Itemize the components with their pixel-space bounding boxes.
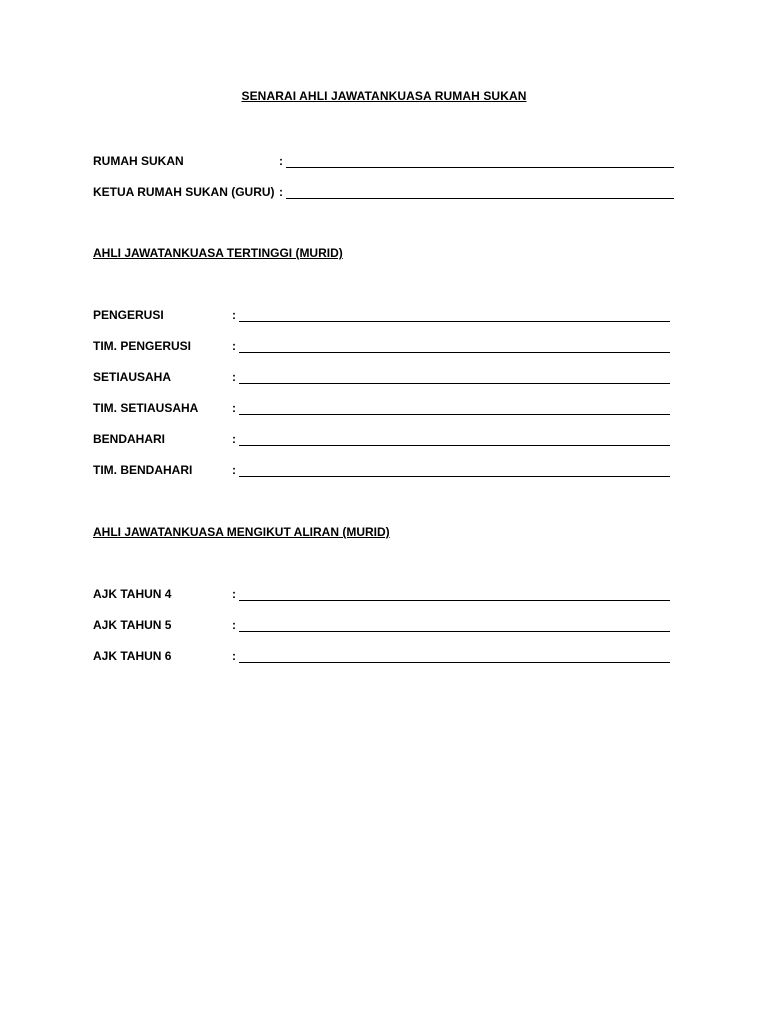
- blank-line[interactable]: [239, 600, 670, 601]
- blank-line[interactable]: [239, 383, 670, 384]
- field-label: RUMAH SUKAN: [93, 154, 184, 168]
- field-colon: :: [232, 432, 236, 446]
- field-tim-bendahari: [93, 463, 671, 481]
- field-colon: :: [232, 370, 236, 384]
- field-label: PENGERUSI: [93, 308, 164, 322]
- field-setiausaha: [93, 370, 671, 388]
- blank-line[interactable]: [239, 321, 670, 322]
- field-colon: :: [232, 463, 236, 477]
- blank-line[interactable]: [239, 476, 670, 477]
- field-tim-setiausaha: [93, 401, 671, 419]
- blank-line[interactable]: [239, 631, 670, 632]
- blank-line[interactable]: [239, 445, 670, 446]
- field-ajk-tahun-4: [93, 587, 671, 605]
- blank-line[interactable]: [286, 198, 674, 199]
- field-colon: :: [232, 587, 236, 601]
- field-label: AJK TAHUN 5: [93, 618, 172, 632]
- field-rumah-sukan: [93, 154, 675, 172]
- field-label: TIM. BENDAHARI: [93, 463, 193, 477]
- field-label: AJK TAHUN 4: [93, 587, 172, 601]
- blank-line[interactable]: [286, 167, 674, 168]
- blank-line[interactable]: [239, 352, 670, 353]
- field-ajk-tahun-5: [93, 618, 671, 636]
- field-tim-pengerusi: [93, 339, 671, 357]
- field-colon: :: [232, 649, 236, 663]
- field-colon: :: [232, 618, 236, 632]
- blank-line[interactable]: [239, 662, 670, 663]
- field-label: TIM. PENGERUSI: [93, 339, 192, 353]
- field-ketua-rumah-sukan: [93, 185, 675, 203]
- field-label: KETUA RUMAH SUKAN (GURU): [93, 185, 275, 199]
- field-ajk-tahun-6: [93, 649, 671, 667]
- field-label: SETIAUSAHA: [93, 370, 172, 384]
- field-label: BENDAHARI: [93, 432, 165, 446]
- document-title: SENARAI AHLI JAWATANKUASA RUMAH SUKAN: [241, 89, 527, 103]
- field-bendahari: [93, 432, 671, 450]
- blank-line[interactable]: [239, 414, 670, 415]
- section-heading-tertinggi: AHLI JAWATANKUASA TERTINGGI (MURID): [93, 246, 343, 260]
- field-colon: :: [232, 401, 236, 415]
- field-colon: :: [232, 308, 236, 322]
- field-colon: :: [279, 154, 283, 168]
- field-pengerusi: [93, 308, 671, 326]
- field-label: AJK TAHUN 6: [93, 649, 172, 663]
- field-colon: :: [279, 185, 283, 199]
- section-heading-aliran: AHLI JAWATANKUASA MENGIKUT ALIRAN (MURID): [93, 525, 390, 539]
- field-colon: :: [232, 339, 236, 353]
- field-label: TIM. SETIAUSAHA: [93, 401, 199, 415]
